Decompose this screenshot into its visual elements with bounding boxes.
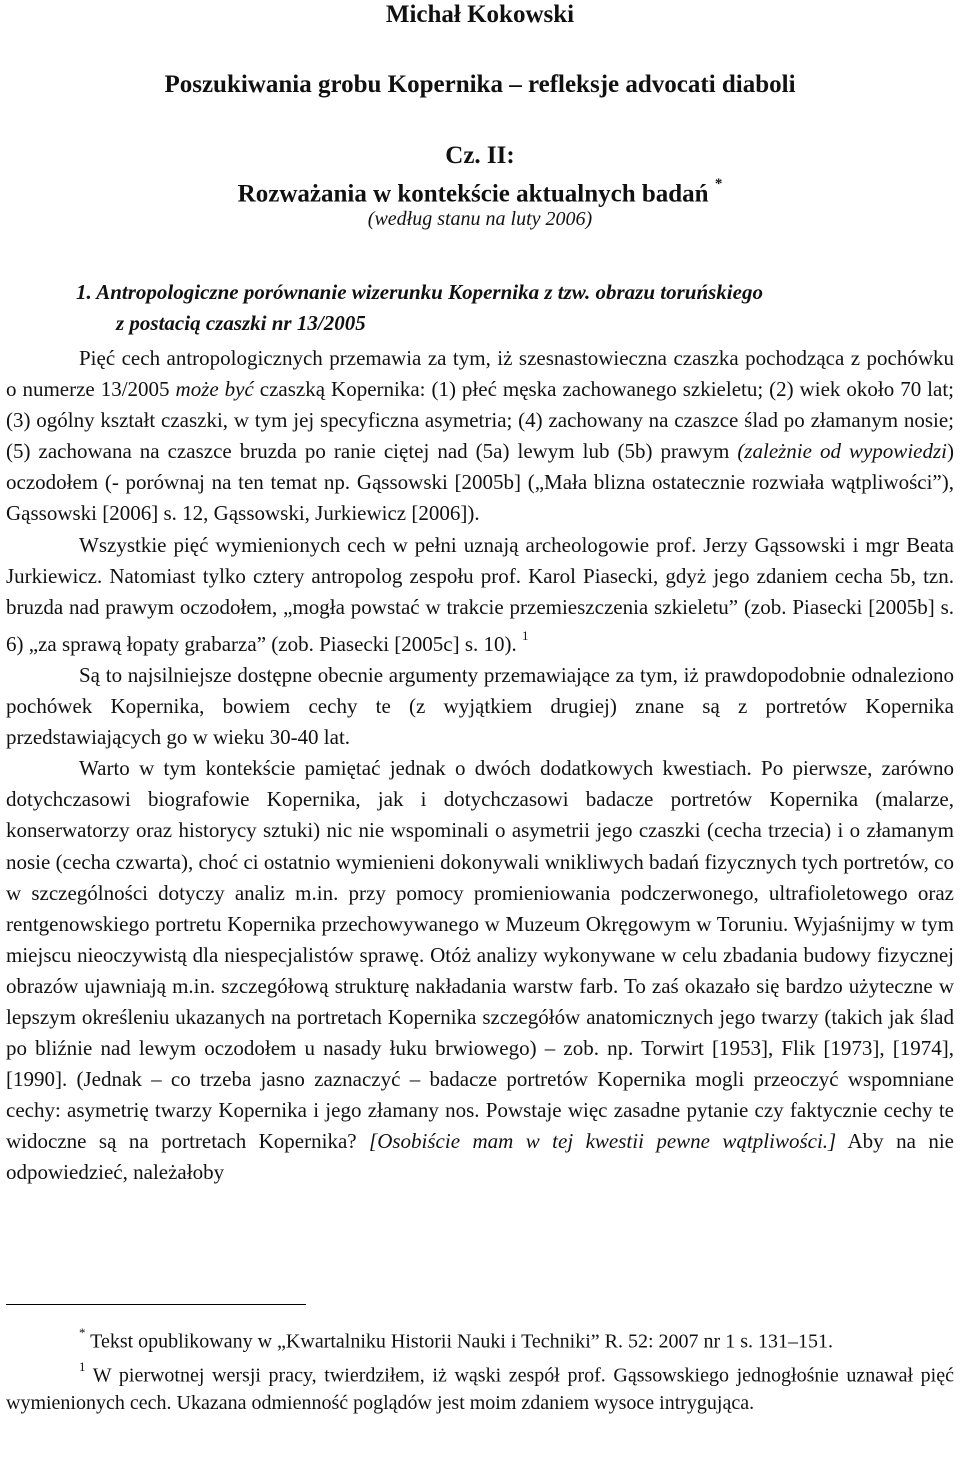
footnote-1 [6, 1356, 954, 1418]
p4-text-a: Warto w tym kontekście pamiętać jednak o dwóch dodatkowych kwestiach. Po pierwsze, zarówno dotychczasowi biografowie Kopernika, jak i dotychczasowi badacze portretów Kopernika (malarze, konserwatorzy oraz historycy sztuki) nic nie wspominali o asymetrii jego czaszki (cecha trzecia) i o złamanym nosie (cecha czwarta), choć ci ostatnio wymienieni dokonywali wnikliwych badań fizycznych tych portretów, co w szczególności dotyczy analiz m.in. przy pomocy promieniowania podczerwonego, ultrafioletowego oraz rentgenowskiego portretu Kopernika przechowywanego w Muzeum Okręgowym w Toruniu. Wyjaśnijmy w tym miejscu nieoczywistą dla niespecjalistów sprawę. Otóż analizy wykonywane w celu zbadania budowy fizycznej obrazów ujawniają m.in. szczegółową strukturę nakładania warstw farb. To zaś okazało się bardzo użyteczne w lepszym określeniu ukazanych na portretach Kopernika szczegółów anatomicznych jego twarzy (takich jak ślad po bliźnie nad lewym oczodołem u nasady łuku brwiowego) – zob. np. Torwirt [1953], Flik [1973], [1974], [1990]. (Jednak – co trzeba jasno zaznaczyć – badacze portretów Kopernika mogli przeoczyć wspomniane cechy: asymetrię twarzy Kopernika i jego złamany nos. Powstaje więc zasadne pytanie czy faktycznie cechy te widoczne są na portretach Kopernika? [6, 756, 954, 1154]
p4-text-b: Aby na nie odpowiedzieć, należałoby [6, 1129, 955, 1185]
footnote-1-text: W pierwotnej wersji pracy, twierdziłem, iż wąski zespół prof. Gąssowskiego jednogłośnie uznawał pięć wymienionych cech. Ukazana odmienność poglądów jest moim zdaniem wysoce intrygująca. [6, 1364, 954, 1415]
paragraph-2 [6, 530, 954, 660]
body-text [6, 343, 954, 1189]
subtitle-footnote-mark: * [714, 176, 723, 192]
footnote-star-mark: * [79, 1325, 86, 1340]
footnote-ref-1: 1 [522, 627, 529, 643]
p4-italic: [Osobiście mam w tej kwestii pewne wątpliwości.] [369, 1129, 837, 1154]
paragraph-1 [6, 343, 954, 530]
section-heading-line2: z postacią czaszki nr 13/2005 [116, 311, 366, 335]
subtitle-text: Rozważania w kontekście aktualnych badań [237, 180, 709, 208]
footnote-1-mark: 1 [79, 1358, 86, 1374]
subtitle [0, 173, 960, 209]
p1-italic: może być [175, 377, 254, 402]
paragraph-3 [6, 660, 954, 753]
paragraph-4 [6, 753, 954, 1188]
date-note: (według stanu na luty 2006) [367, 208, 593, 230]
part-label: Cz. II: [445, 142, 515, 169]
p3-text: Są to najsilniejsze dostępne obecnie argumenty przemawiające za tym, iż prawdopodobnie odnaleziono pochówek Kopernika, bowiem cechy te (z wyjątkiem drugiej) znane są z portretów Kopernika przedstawiających go w wieku 30-40 lat. [6, 662, 954, 750]
author-name: Michał Kokowski [385, 1, 575, 28]
section-heading-line1: 1. Antropologiczne porównanie wizerunku Kopernika z tzw. obrazu toruńskiego [76, 280, 763, 304]
p1-italic-2: (zależnie od wypowiedzi [737, 439, 947, 464]
document-title: Poszukiwania grobu Kopernika – refleksje advocati diaboli [164, 71, 796, 98]
footnote-separator [6, 1304, 306, 1305]
p1-text-a: Pięć cech antropologicznych przemawia za tym, iż szesnastowieczna czaszka pochodząca z pochówku o numerze 13/2005 [6, 346, 954, 402]
p2-text: Wszystkie pięć wymienionych cech w pełni uznają archeologowie prof. Jerzy Gąssowski i mgr Beata Jurkiewicz. Natomiast tylko cztery antropolog zespołu prof. Karol Piasecki, gdyż jego zdaniem cecha 5b, tzn. bruzda nad prawym oczodołem, „mogła powstać w trakcie przemieszczenia szkieletu” (zob. Piasecki [2005b] s. 6) „za sprawą łopaty grabarza” (zob. Piasecki [2005c] s. 10). [6, 532, 954, 656]
footnote-star [6, 1322, 954, 1356]
footnotes [6, 1322, 954, 1417]
p1-text-b: czaszką Kopernika: (1) płeć męska zachowanego szkieletu; (2) wiek około 70 lat; (3) ogólny kształt czaszki, w tym jej specyficzna asymetria; (4) zachowany na czaszce ślad po złamanym nosie; (5) zachowana na czaszce bruzda po ranie ciętej nad (5a) lewym lub (5b) prawym [6, 377, 954, 464]
footnote-star-text: Tekst opublikowany w „Kwartalniku Historii Nauki i Techniki” R. 52: 2007 nr 1 s. 131–151. [85, 1330, 833, 1353]
p1-text-c: ) oczodołem (- porównaj na ten temat np. Gąssowski [2005b] („Mała blizna ostatecznie rozwiała wątpliwości”), Gąssowski [2006] s. 12, Gąssowski, Jurkiewicz [2006]). [6, 439, 954, 526]
